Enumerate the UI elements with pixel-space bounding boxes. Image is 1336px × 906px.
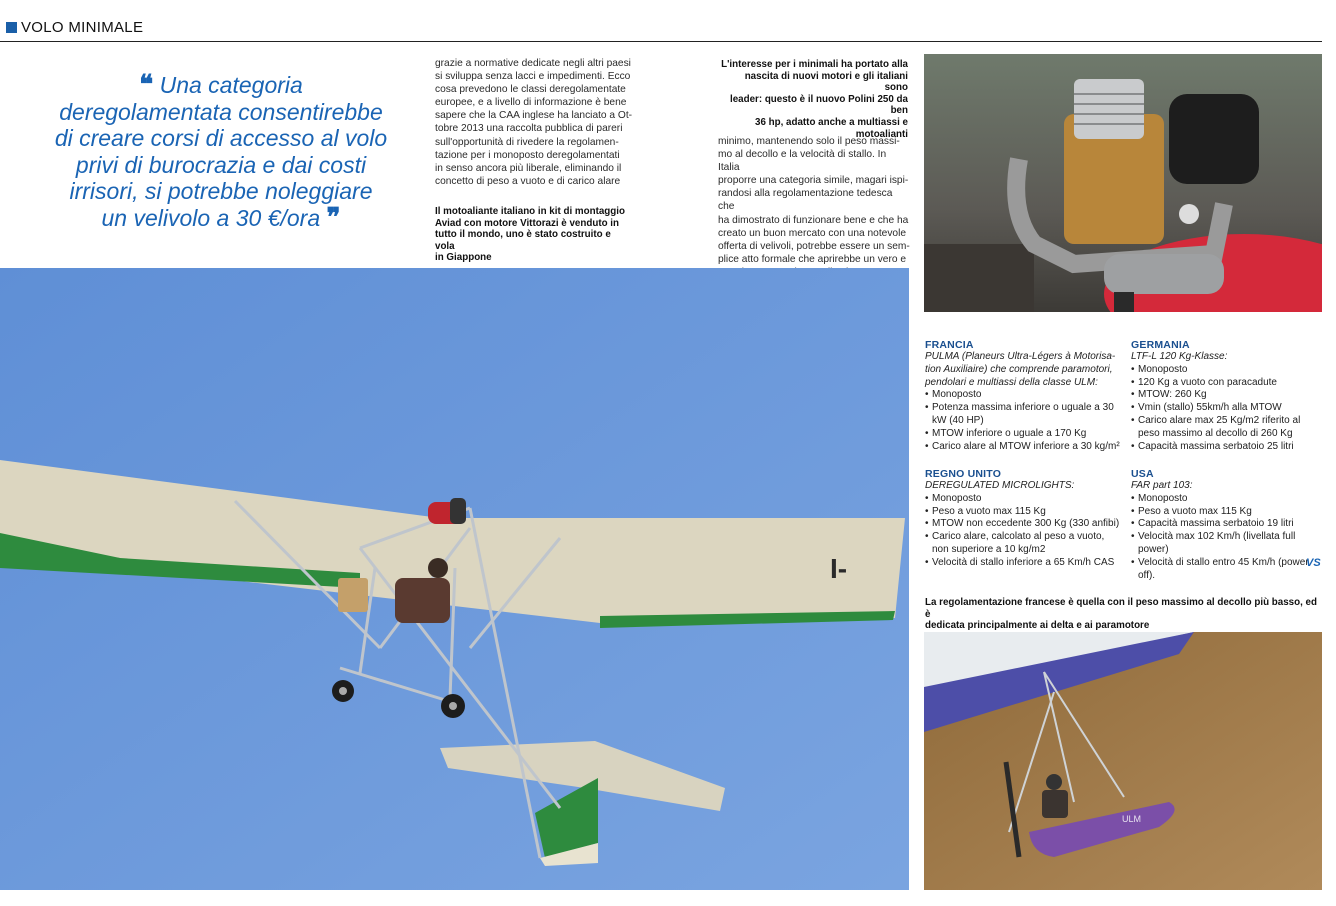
info-box-regno-unito bbox=[925, 468, 1123, 570]
seat bbox=[338, 578, 368, 612]
list-item: • Potenza massima inferiore o uguale a 30 kW (40 HP) bbox=[925, 402, 1123, 428]
pull-quote-line: privi di burocrazia e dai costi bbox=[75, 151, 367, 178]
list-item: • Peso a vuoto max 115 Kg bbox=[925, 506, 1123, 519]
info-box-title: GERMANIA bbox=[1131, 339, 1190, 351]
muffler bbox=[1104, 254, 1224, 294]
info-box-germania bbox=[1131, 339, 1323, 453]
info-box-subtitle: DEREGULATED MICROLIGHTS: bbox=[925, 480, 1075, 491]
section-marker bbox=[6, 22, 17, 33]
pull-quote-line: un velivolo a 30 €/ora ❞ bbox=[101, 202, 341, 233]
trike-photo bbox=[924, 632, 1322, 890]
list-item: • Monoposto bbox=[925, 389, 1123, 402]
list-item: • Monoposto bbox=[1131, 364, 1323, 377]
list-item: • MTOW: 260 Kg bbox=[1131, 389, 1323, 402]
pilot-body bbox=[395, 578, 450, 623]
list-item: • Peso a vuoto max 115 Kg bbox=[1131, 506, 1323, 519]
pull-quote-line: deregolamentata consentirebbe bbox=[59, 98, 383, 125]
info-box-title: FRANCIA bbox=[925, 339, 974, 351]
info-box-list bbox=[925, 389, 1123, 453]
photo-caption-polini: L'interesse per i minimali ha portato alla nascita di nuovi motori e gli italiani sono leader: questo è il nuovo Polini 250 da ben 36 hp, adatto anche a multiassi e motoalianti bbox=[721, 59, 908, 140]
info-box-title: USA bbox=[1131, 468, 1154, 480]
photo-caption-trike: La regolamentazione francese è quella con il peso massimo al decollo più basso, ed è dedicata principalmente ai delta e ai paramotore bbox=[925, 597, 1317, 632]
list-item: • Monoposto bbox=[925, 493, 1123, 506]
header-rule bbox=[0, 41, 1322, 42]
article-column-1: grazie a normative dedicate negli altri paesi si sviluppa senza lacci e impedimenti. Ecco cosa prevedono le classi deregolamentate europee, e a livello di informazione è bene sapere che la CAA inglese ha lanciato a Ot- tobre 2013 una raccolta pubblica di pareri sull'opportunità di rivedere la regolamen- tazione per i monoposto deregolamentati in senso ancora più liberale, eliminando il concetto di peso a vuoto e di carico alare bbox=[435, 58, 633, 187]
list-item: • Carico alare al MTOW inferiore a 30 kg/m² bbox=[925, 441, 1123, 454]
section-title: VOLO MINIMALE bbox=[21, 19, 144, 36]
registration-mark: I- bbox=[830, 553, 848, 584]
list-item: • Velocità di stallo inferiore a 65 Km/h CAS bbox=[925, 557, 1123, 570]
list-item: • Vmin (stallo) 55km/h alla MTOW bbox=[1131, 402, 1323, 415]
pull-quote bbox=[22, 72, 420, 231]
list-item: • Capacità massima serbatoio 25 litri bbox=[1131, 441, 1323, 454]
close-quote-icon: ❞ bbox=[326, 202, 341, 233]
info-box-francia bbox=[925, 339, 1123, 453]
open-quote-icon: ❝ bbox=[139, 70, 154, 100]
pilot-helmet bbox=[1046, 774, 1062, 790]
list-item: • Velocità di stallo entro 45 Km/h (power off). bbox=[1131, 557, 1323, 583]
pull-quote-line: ❝ Una categoria bbox=[139, 70, 303, 100]
info-box-list bbox=[1131, 493, 1323, 583]
pull-quote-line: di creare corsi di accesso al volo bbox=[54, 125, 388, 151]
info-box-list bbox=[1131, 364, 1323, 454]
info-box-title: REGNO UNITO bbox=[925, 468, 1002, 480]
info-box-usa bbox=[1131, 468, 1323, 582]
info-box-list bbox=[925, 493, 1123, 570]
list-item: • Velocità max 102 Km/h (livellata full power) bbox=[1131, 531, 1323, 557]
info-box-subtitle: PULMA (Planeurs Ultra-Légers à Motorisa- tion Auxiliaire) che comprende paramotori, pendolari e multiassi della classe ULM: bbox=[925, 351, 1116, 388]
photo-caption-aviad: Il motoaliante italiano in kit di montaggio Aviad con motore Vittorazi è venduto in tutto il mondo, uno è stato costruito e vola in Giappone bbox=[435, 206, 625, 264]
info-box-subtitle: LTF-L 120 Kg-Klasse: bbox=[1131, 351, 1228, 362]
list-item: • Carico alare, calcolato al peso a vuoto, non superiore a 10 kg/m2 bbox=[925, 531, 1123, 557]
pilot-head bbox=[428, 558, 448, 578]
polini-engine-photo bbox=[924, 54, 1322, 312]
air-box bbox=[1169, 94, 1259, 184]
list-item: • Monoposto bbox=[1131, 493, 1323, 506]
list-item: • MTOW inferiore o uguale a 170 Kg bbox=[925, 428, 1123, 441]
ultralight-photo bbox=[0, 268, 909, 890]
end-of-article-mark: VS bbox=[1306, 557, 1321, 569]
cylinder-head bbox=[1074, 79, 1144, 139]
trike-marking: ULM bbox=[1122, 814, 1142, 824]
list-item: • 120 Kg a vuoto con paracadute bbox=[1131, 377, 1323, 390]
list-item: • Capacità massima serbatoio 19 litri bbox=[1131, 518, 1323, 531]
pilot-body bbox=[1042, 790, 1068, 818]
article-column-3: minimo, mantenendo solo il peso massi- mo al decollo e la velocità di stallo. In Italia proporre una categoria simile, magari ispi- randosi alla regolamentazione tedesca che ha dimostrato di funzionare bene e che ha creato un buon mercato con una notevole offerta di velivoli, potrebbe essere un sem- plice atto formale che aprirebbe un vero e bbox=[718, 136, 910, 265]
info-box-subtitle: FAR part 103: bbox=[1131, 480, 1193, 491]
list-item: • Carico alare max 25 Kg/m2 riferito al peso massimo al decollo di 260 Kg bbox=[1131, 415, 1323, 441]
pull-quote-line: irrisori, si potrebbe noleggiare bbox=[69, 178, 373, 204]
list-item: • MTOW non eccedente 300 Kg (330 anfibi) bbox=[925, 518, 1123, 531]
